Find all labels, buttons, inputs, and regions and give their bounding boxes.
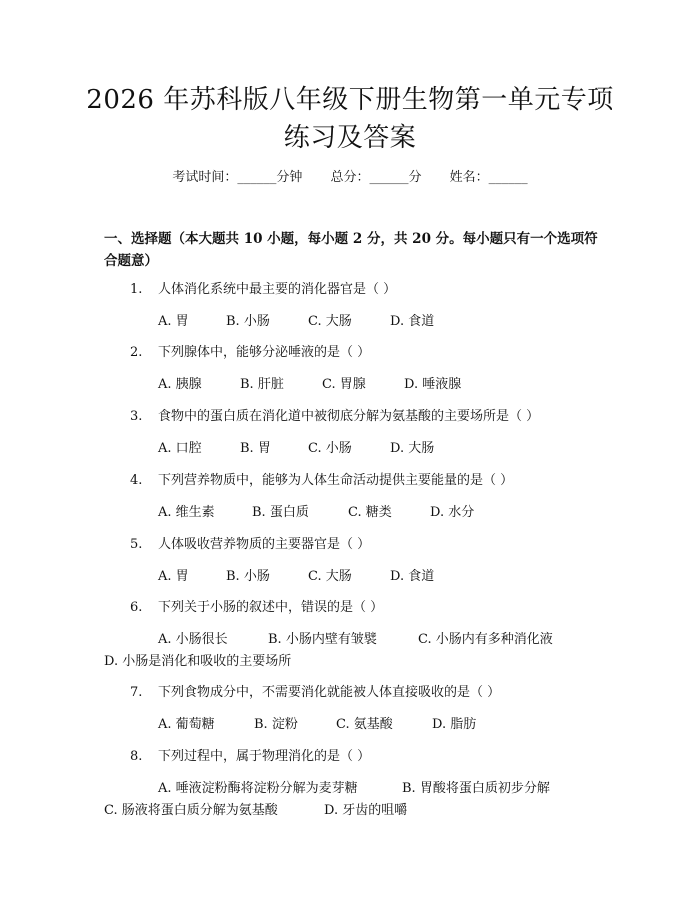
- option-c: C. 肠液将蛋白质分解为氨基酸: [104, 803, 278, 818]
- question-8-options-continued: [104, 801, 407, 821]
- question-number: 8.: [130, 749, 143, 764]
- document-title-line-1: 2026 年苏科版八年级下册生物第一单元专项: [86, 85, 614, 115]
- question-3: [130, 407, 539, 427]
- option-b: B. 肝脏: [240, 377, 284, 392]
- question-number: 3.: [130, 409, 143, 424]
- option-a: A. 葡萄糖: [158, 717, 215, 732]
- option-d: D. 唾液腺: [404, 377, 462, 392]
- question-8-options: [158, 779, 550, 799]
- question-7-options: [158, 715, 476, 735]
- document-title-line-2: 练习及答案: [283, 123, 417, 153]
- option-a: A. 唾液淀粉酶将淀粉分解为麦芽糖: [158, 781, 358, 796]
- exam-time-field: 考试时间：______分钟: [172, 170, 303, 185]
- question-3-options: [158, 439, 434, 459]
- option-c: C. 胃腺: [322, 377, 366, 392]
- option-d: D. 食道: [390, 569, 435, 584]
- question-number: 7.: [130, 685, 143, 700]
- option-b: B. 小肠: [226, 569, 270, 584]
- option-b: B. 胃: [240, 441, 271, 456]
- question-5-options: [158, 567, 434, 587]
- exam-meta-row: [0, 168, 700, 188]
- option-a: A. 胃: [158, 569, 189, 584]
- option-c: C. 氨基酸: [336, 717, 393, 732]
- section-heading: 一、选择题（本大题共 10 小题，每小题 2 分，共 20 分。每小题只有一个选项符合题意）: [104, 231, 598, 269]
- option-b: B. 淀粉: [254, 717, 298, 732]
- question-7: [130, 683, 500, 703]
- question-6-options: [158, 630, 553, 650]
- question-text: 下列过程中，属于物理消化的是（ ）: [158, 749, 371, 764]
- option-b: B. 小肠: [226, 314, 270, 329]
- question-5: [130, 535, 370, 555]
- question-text: 下列腺体中，能够分泌唾液的是（ ）: [158, 345, 371, 360]
- option-a: A. 维生素: [158, 505, 215, 520]
- question-number: 4.: [130, 473, 143, 488]
- question-1-options: [158, 312, 434, 332]
- option-c: C. 小肠: [308, 441, 352, 456]
- question-text: 人体吸收营养物质的主要器官是（ ）: [158, 537, 371, 552]
- question-6-options-continued: [104, 652, 291, 672]
- question-number: 5.: [130, 537, 143, 552]
- option-b: B. 胃酸将蛋白质初步分解: [402, 781, 550, 796]
- option-c: C. 大肠: [308, 569, 352, 584]
- question-4: [130, 471, 513, 491]
- question-text: 食物中的蛋白质在消化道中被彻底分解为氨基酸的主要场所是（ ）: [158, 409, 540, 424]
- option-d: D. 脂肪: [432, 717, 477, 732]
- option-b: B. 小肠内壁有皱襞: [268, 632, 377, 647]
- question-1: [130, 280, 396, 300]
- option-d: D. 食道: [390, 314, 435, 329]
- option-c: C. 小肠内有多种消化液: [418, 632, 553, 647]
- question-number: 6.: [130, 600, 143, 615]
- question-2-options: [158, 375, 461, 395]
- option-c: C. 糖类: [348, 505, 392, 520]
- question-text: 下列关于小肠的叙述中，错误的是（ ）: [158, 600, 384, 615]
- option-b: B. 蛋白质: [252, 505, 309, 520]
- option-a: A. 小肠很长: [158, 632, 228, 647]
- question-number: 2.: [130, 345, 143, 360]
- option-d: D. 大肠: [390, 441, 435, 456]
- option-c: C. 大肠: [308, 314, 352, 329]
- question-6: [130, 598, 383, 618]
- question-2: [130, 343, 370, 363]
- option-d: D. 小肠是消化和吸收的主要场所: [104, 654, 292, 669]
- question-number: 1.: [130, 282, 143, 297]
- option-a: A. 口腔: [158, 441, 202, 456]
- name-field: 姓名：______: [449, 170, 528, 185]
- option-a: A. 胃: [158, 314, 189, 329]
- question-8: [130, 747, 370, 767]
- question-4-options: [158, 503, 474, 523]
- question-text: 人体消化系统中最主要的消化器官是（ ）: [158, 282, 397, 297]
- question-text: 下列食物成分中，不需要消化就能被人体直接吸收的是（ ）: [158, 685, 501, 700]
- option-d: D. 水分: [430, 505, 475, 520]
- question-text: 下列营养物质中，能够为人体生命活动提供主要能量的是（ ）: [158, 473, 514, 488]
- option-a: A. 胰腺: [158, 377, 202, 392]
- total-score-field: 总分：______分: [330, 170, 422, 185]
- option-d: D. 牙齿的咀嚼: [324, 803, 408, 818]
